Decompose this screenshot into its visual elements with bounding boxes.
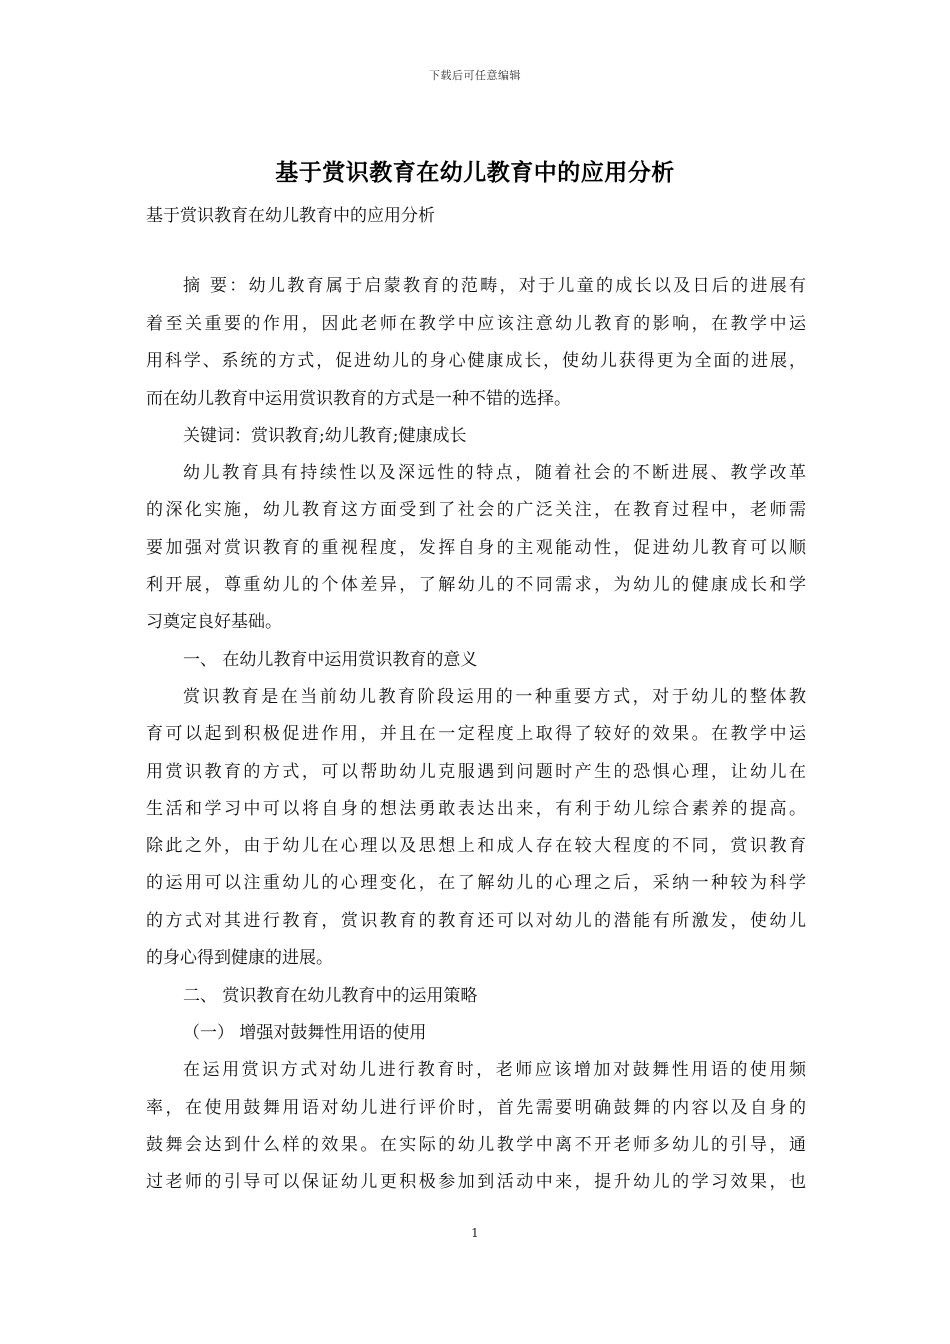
document-subtitle: 基于赏识教育在幼儿教育中的应用分析 xyxy=(146,206,435,226)
body-line: 鼓舞会达到什么样的效果。在实际的幼儿教学中离不开老师多幼儿的引导，通 xyxy=(146,1135,806,1155)
body-line: 幼儿教育具有持续性以及深远性的特点，随着社会的不断进展、教学改革 xyxy=(183,463,806,483)
keywords-line: 关键词：赏识教育;幼儿教育;健康成长 xyxy=(183,426,467,446)
body-line: 赏识教育是在当前幼儿教育阶段运用的一种重要方式，对于幼儿的整体教 xyxy=(183,687,806,707)
body-line: 要加强对赏识教育的重视程度，发挥自身的主观能动性，促进幼儿教育可以顺 xyxy=(146,538,806,558)
body-line: 的方式对其进行教育，赏识教育的教育还可以对幼儿的潜能有所激发，使幼儿 xyxy=(146,911,806,931)
abstract-line: 摘 要：幼儿教育属于启蒙教育的范畴，对于儿童的成长以及日后的进展有 xyxy=(183,276,806,296)
body-line: 生活和学习中可以将自身的想法勇敢表达出来，有利于幼儿综合素养的提高。 xyxy=(146,799,806,819)
section-heading-2: 二、 赏识教育在幼儿教育中的运用策略 xyxy=(183,986,478,1006)
body-line: 过老师的引导可以保证幼儿更积极参加到活动中来，提升幼儿的学习效果，也 xyxy=(146,1172,806,1192)
abstract-line: 着至关重要的作用，因此老师在教学中应该注意幼儿教育的影响，在教学中运 xyxy=(146,314,806,334)
abstract-line: 而在幼儿教育中运用赏识教育的方式是一种不错的选择。 xyxy=(146,389,571,409)
body-line: 利开展，尊重幼儿的个体差异，了解幼儿的不同需求，为幼儿的健康成长和学 xyxy=(146,575,806,595)
body-line: 的深化实施，幼儿教育这方面受到了社会的广泛关注，在教育过程中，老师需 xyxy=(146,500,806,520)
section-heading-1: 一、 在幼儿教育中运用赏识教育的意义 xyxy=(183,650,478,670)
body-line: 育可以起到积极促进作用，并且在一定程度上取得了较好的效果。在教学中运 xyxy=(146,724,806,744)
body-line: 在运用赏识方式对幼儿进行教育时，老师应该增加对鼓舞性用语的使用频 xyxy=(183,1060,806,1080)
body-line: 的运用可以注重幼儿的心理变化，在了解幼儿的心理之后，采纳一种较为科学 xyxy=(146,873,806,893)
page-number: 1 xyxy=(471,1226,479,1240)
body-line: 率，在使用鼓舞用语对幼儿进行评价时，首先需要明确鼓舞的内容以及自身的 xyxy=(146,1098,806,1118)
body-line: 的身心得到健康的进展。 xyxy=(146,948,333,968)
subsection-heading: （一） 增强对鼓舞性用语的使用 xyxy=(183,1023,427,1043)
page-header: 下载后可任意编辑 xyxy=(429,69,521,82)
abstract-line: 用科学、系统的方式，促进幼儿的身心健康成长，使幼儿获得更为全面的进展， xyxy=(146,351,806,371)
body-line: 除此之外，由于幼儿在心理以及思想上和成人存在较大程度的不同，赏识教育 xyxy=(146,836,806,856)
body-line: 习奠定良好基础。 xyxy=(146,612,282,632)
document-title: 基于赏识教育在幼儿教育中的应用分析 xyxy=(275,159,675,186)
body-line: 用赏识教育的方式，可以帮助幼儿克服遇到问题时产生的恐惧心理，让幼儿在 xyxy=(146,762,806,782)
